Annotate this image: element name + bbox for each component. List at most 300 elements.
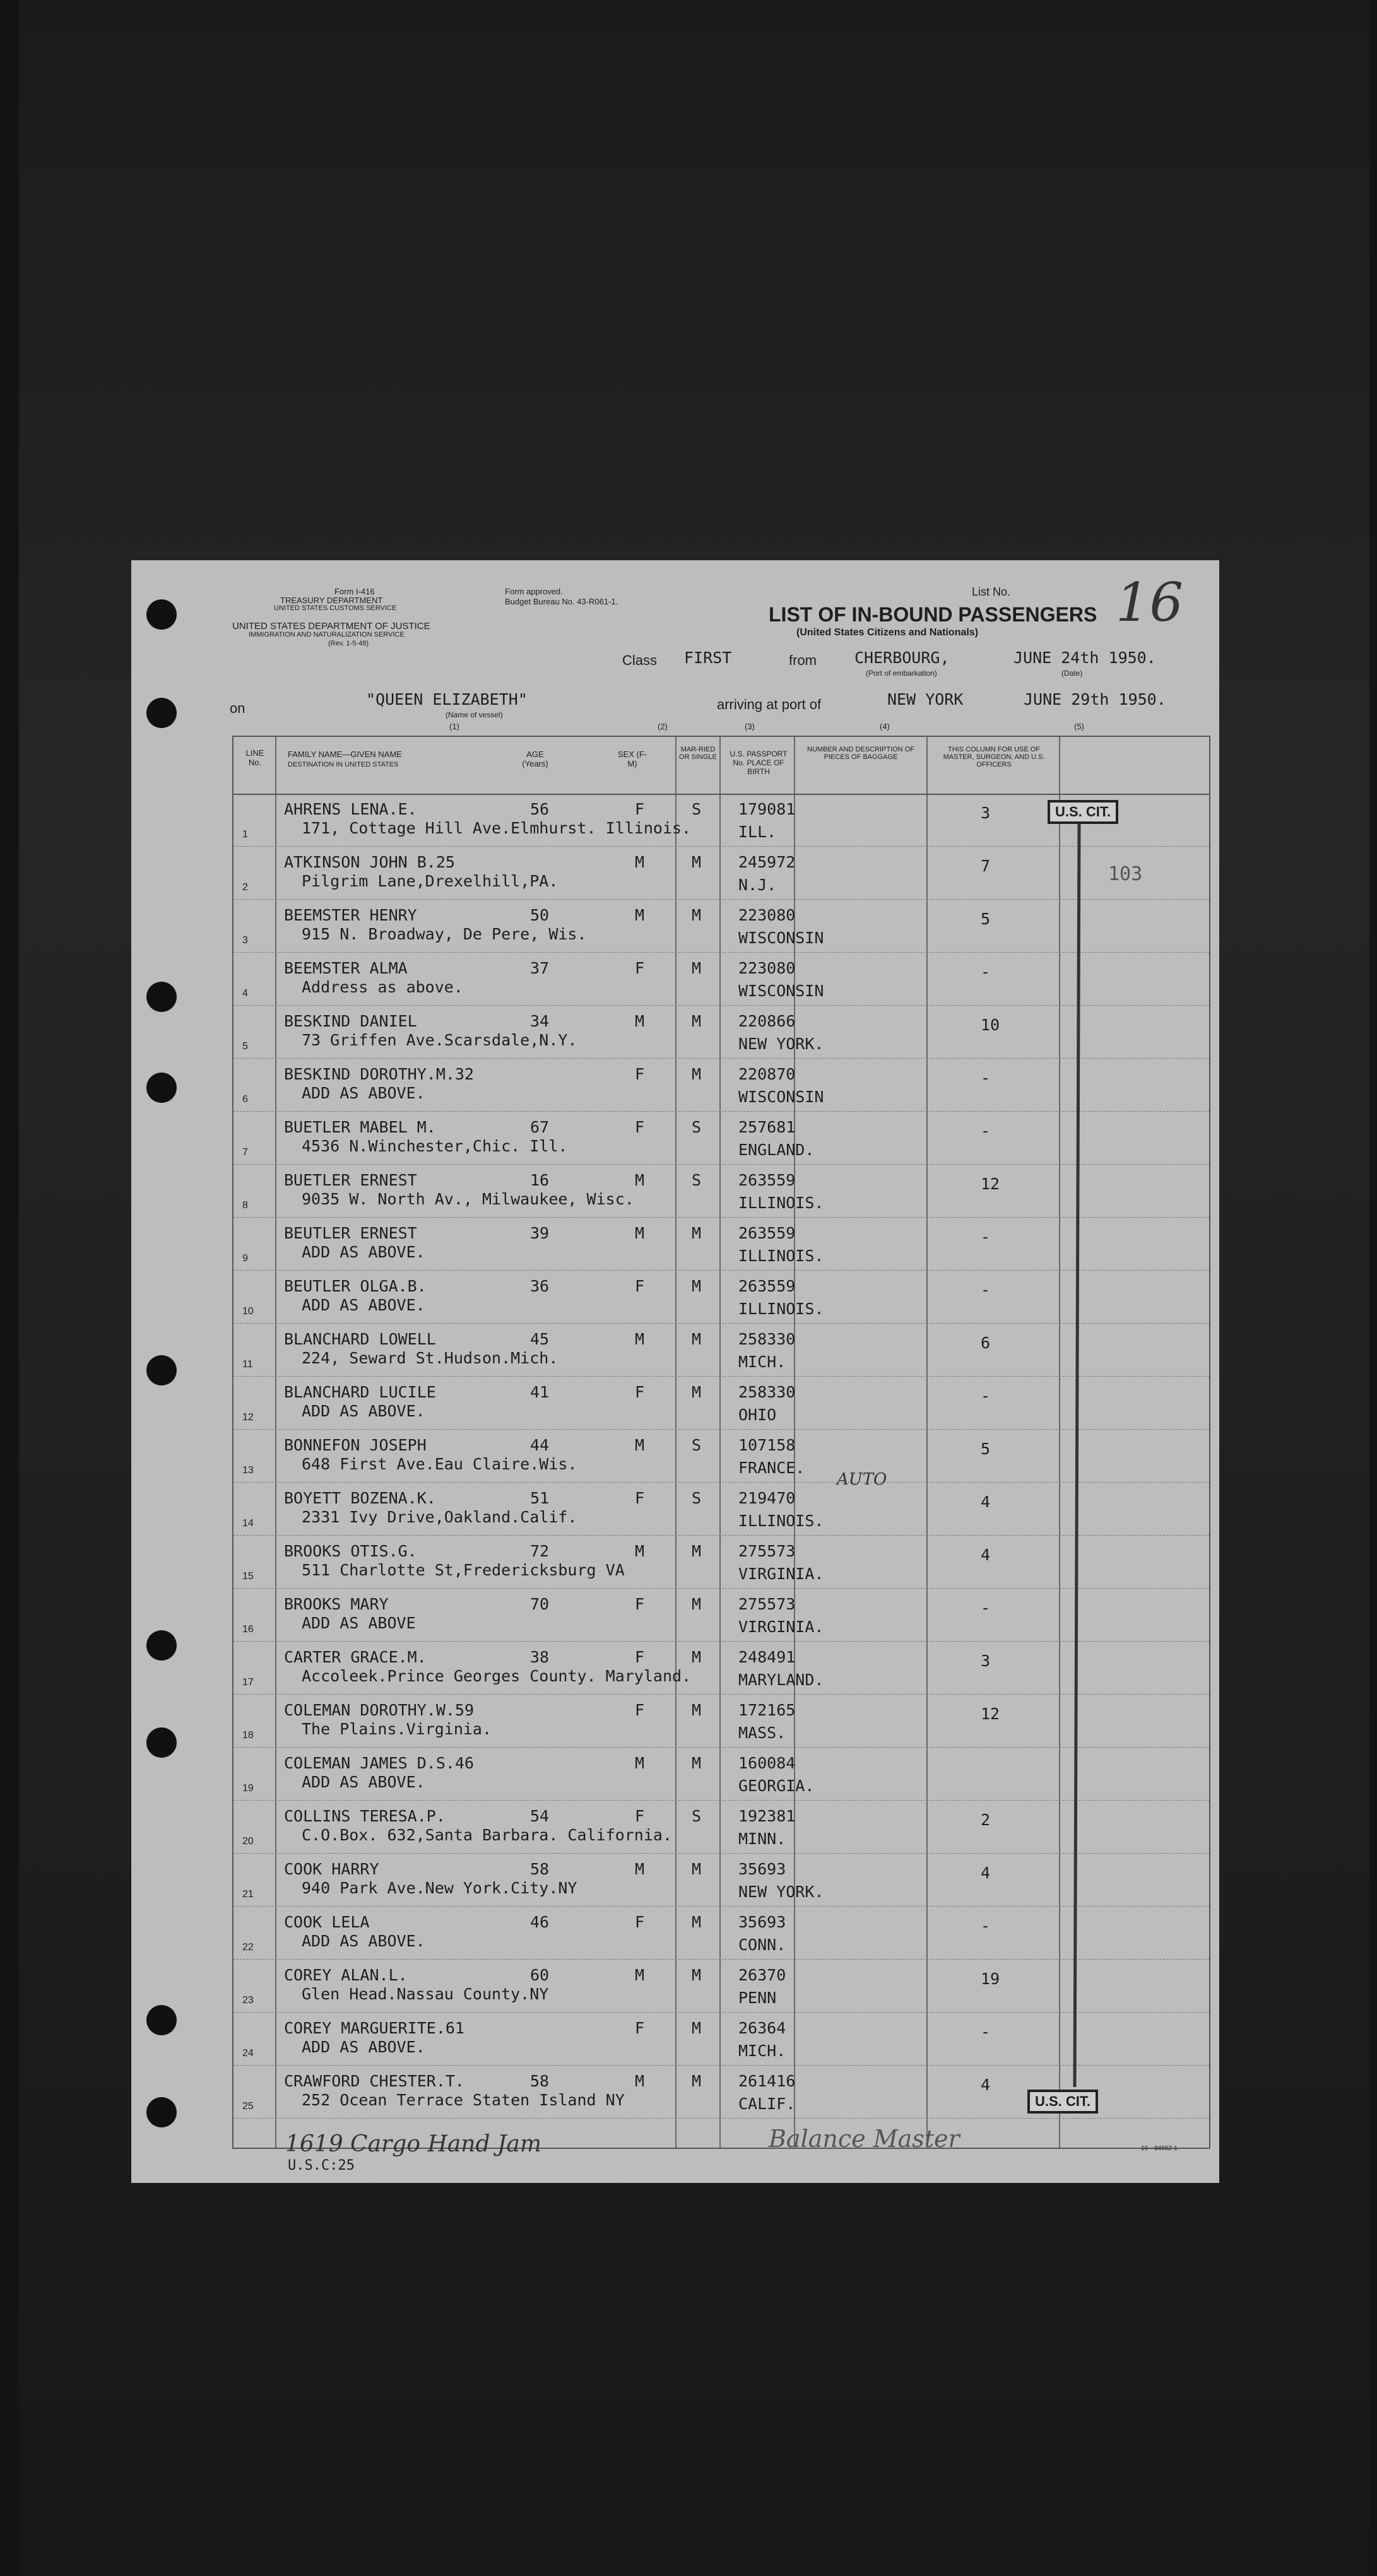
baggage-count: 3 [981,1652,991,1670]
table-row [233,1059,1209,1112]
passenger-name: BOYETT BOZENA.K. [284,1489,436,1507]
destination: 9035 W. North Av., Milwaukee, Wisc. [302,1190,634,1208]
table-row [233,1430,1209,1483]
marital-status: M [692,2072,702,2090]
col-num-4: (4) [880,722,890,731]
passenger-name: COREY MARGUERITE.61 [284,2019,464,2037]
passport-number: 275573 [738,1542,796,1560]
sex: F [635,1489,645,1507]
officer-count: 103 [1108,863,1143,885]
age: 37 [530,959,550,977]
line-number: 15 [242,1571,254,1582]
destination: 73 Griffen Ave.Scarsdale,N.Y. [302,1031,577,1049]
baggage-count: - [981,1917,991,1935]
line-number: 3 [242,935,248,946]
baggage-count: 12 [981,1175,1000,1193]
sex: F [635,1595,645,1613]
passenger-name: BEEMSTER ALMA [284,959,408,977]
passenger-name: BESKIND DANIEL [284,1012,417,1030]
age: 36 [530,1277,550,1295]
destination: 252 Ocean Terrace Staten Island NY [302,2091,625,2109]
marital-status: M [692,1754,702,1772]
marital-status: M [692,1701,702,1719]
passenger-name: COLEMAN JAMES D.S.46 [284,1754,475,1772]
col-num-5: (5) [1074,722,1084,731]
sex: F [635,1065,645,1083]
sex: F [635,800,645,818]
destination: ADD AS ABOVE. [302,1932,425,1950]
destination: Glen Head.Nassau County.NY [302,1985,549,2003]
passport-number: 107158 [738,1436,796,1454]
marital-status: M [692,1966,702,1984]
line-number: 11 [242,1359,253,1370]
table-row [233,1854,1209,1907]
age: 44 [530,1436,550,1454]
list-no-label: List No. [972,585,1011,598]
punch-hole [146,2097,177,2127]
port-embark-caption: (Port of embarkation) [866,669,937,678]
line-number: 12 [242,1412,254,1423]
list-number: 16 [1116,572,1183,633]
sex: M [635,2072,645,2090]
vessel-caption: (Name of vessel) [446,710,503,719]
passport-number: 219470 [738,1489,796,1507]
passport-number: 35693 [738,1860,786,1878]
table-row [233,847,1209,900]
punch-hole [146,698,177,728]
passenger-name: ATKINSON JOHN B.25 [284,853,455,871]
treasury-dept: TREASURY DEPARTMENT [280,596,383,605]
revision-date: (Rev. 1-5-48) [328,640,369,647]
age: 50 [530,906,550,924]
place-of-birth: ILLINOIS. [738,1247,824,1265]
sex: F [635,1913,645,1931]
sex: F [635,1648,645,1666]
baggage-count: - [981,963,991,981]
place-of-birth: MICH. [738,2042,786,2060]
line-number: 5 [242,1041,248,1052]
table-row [233,1589,1209,1642]
col-header-sex: SEX (F-M) [617,750,647,768]
sex: M [635,1966,645,1984]
line-number: 4 [242,988,248,999]
place-of-birth: MICH. [738,1353,786,1371]
sex: F [635,1701,645,1719]
age: 58 [530,2072,550,2090]
destination: 4536 N.Winchester,Chic. Ill. [302,1137,568,1155]
table-row [233,900,1209,953]
passport-number: 248491 [738,1648,796,1666]
sex: F [635,1383,645,1401]
embarkation-date: JUNE 24th 1950. [1014,649,1156,667]
sex: F [635,959,645,977]
col-num-3: (3) [745,722,755,731]
table-row [233,1324,1209,1377]
signature: Balance Master [769,2125,960,2153]
table-row [233,1642,1209,1695]
passenger-name: CRAWFORD CHESTER.T. [284,2072,464,2090]
baggage-count: 6 [981,1334,991,1352]
class-label: Class [622,652,658,668]
sex: M [635,1171,645,1189]
destination: ADD AS ABOVE. [302,1296,425,1314]
age: 38 [530,1648,550,1666]
place-of-birth: MARYLAND. [738,1671,824,1689]
passport-number: 35693 [738,1913,786,1931]
punch-hole [146,1727,177,1758]
col-header-age: AGE (Years) [522,750,548,768]
passport-number: 275573 [738,1595,796,1613]
punch-hole [146,1073,177,1103]
destination: ADD AS ABOVE. [302,1773,425,1791]
line-number: 18 [242,1730,254,1741]
destination: ADD AS ABOVE. [302,1084,425,1102]
sex: F [635,1277,645,1295]
passport-number: 263559 [738,1277,796,1295]
table-row [233,1536,1209,1589]
passenger-rows [233,794,1209,2148]
destination: Pilgrim Lane,Drexelhill,PA. [302,872,558,890]
passenger-table [232,736,1210,2149]
col-num-2: (2) [658,722,668,731]
line-number: 14 [242,1518,254,1529]
table-row [233,1165,1209,1218]
usc-total: U.S.C:25 [288,2158,355,2173]
table-row [233,1112,1209,1165]
marital-status: M [692,1012,702,1030]
line-number: 13 [242,1465,254,1476]
marital-status: M [692,853,702,871]
baggage-count: 3 [981,804,991,822]
table-row [233,1271,1209,1324]
customs-service: UNITED STATES CUSTOMS SERVICE [274,604,397,612]
destination: 915 N. Broadway, De Pere, Wis. [302,925,587,943]
col-header-name: FAMILY NAME—GIVEN NAME [288,750,402,759]
baggage-count: 4 [981,1864,991,1882]
sex: F [635,1118,645,1136]
place-of-birth: WISCONSIN [738,982,824,1000]
class-value: FIRST [684,649,732,667]
age: 51 [530,1489,550,1507]
form-approved: Form approved. [505,587,563,596]
handwritten-note: 1619 Cargo Hand Jam [285,2131,542,2157]
passenger-name: BEUTLER ERNEST [284,1224,417,1242]
table-row [233,1483,1209,1536]
place-of-birth: VIRGINIA. [738,1565,824,1583]
marital-status: S [692,1436,702,1454]
place-of-birth: NEW YORK. [738,1883,824,1901]
age: 60 [530,1966,550,1984]
port-of-embarkation: CHERBOURG, [854,649,950,667]
sex: M [635,1860,645,1878]
place-of-birth: OHIO [738,1406,777,1424]
destination: ADD AS ABOVE. [302,2038,425,2056]
passport-number: 261416 [738,2072,796,2090]
form-number: Form I-416 [334,587,375,596]
line-number: 1 [242,829,248,840]
passenger-name: BROOKS OTIS.G. [284,1542,417,1560]
destination: The Plains.Virginia. [302,1720,492,1738]
sex: F [635,1807,645,1825]
passenger-name: BROOKS MARY [284,1595,389,1613]
justice-dept: UNITED STATES DEPARTMENT OF JUSTICE [232,621,430,632]
passenger-name: BONNEFON JOSEPH [284,1436,427,1454]
line-number: 23 [242,1995,254,2006]
destination: ADD AS ABOVE. [302,1402,425,1420]
passport-number: 160084 [738,1754,796,1772]
marital-status: M [692,1224,702,1242]
baggage-count: 5 [981,910,991,928]
line-number: 24 [242,2048,254,2059]
destination: 2331 Ivy Drive,Oakland.Calif. [302,1508,577,1526]
age: 54 [530,1807,550,1825]
line-number: 10 [242,1306,254,1317]
passport-number: 26364 [738,2019,786,2037]
sex: M [635,1436,645,1454]
table-row [233,1748,1209,1801]
punch-hole [146,1630,177,1661]
baggage-count: 4 [981,2076,991,2094]
baggage-count: - [981,2023,991,2041]
marital-status: M [692,2019,702,2037]
passenger-name: COREY ALAN.L. [284,1966,408,1984]
marital-status: S [692,1807,702,1825]
line-number: 20 [242,1836,254,1847]
table-row [233,2013,1209,2066]
marital-status: S [692,800,702,818]
table-row [233,1907,1209,1960]
marital-status: M [692,959,702,977]
line-number: 21 [242,1889,254,1900]
document-title: LIST OF IN-BOUND PASSENGERS [769,603,1097,626]
age: 41 [530,1383,550,1401]
punch-hole [146,1355,177,1385]
col-header-line-no: LINE No. [245,748,264,767]
baggage-count: - [981,1122,991,1140]
place-of-birth: CALIF. [738,2095,796,2113]
destination: ADD AS ABOVE. [302,1243,425,1261]
baggage-count: 4 [981,1546,991,1564]
line-number: 9 [242,1253,248,1264]
line-number: 25 [242,2101,254,2112]
baggage-count: 19 [981,1970,1000,1988]
age: 70 [530,1595,550,1613]
punch-hole [146,2005,177,2035]
marital-status: M [692,1330,702,1348]
sex: M [635,1012,645,1030]
baggage-count: 4 [981,1493,991,1511]
col-num-1: (1) [449,722,459,731]
passenger-name: BEUTLER OLGA.B. [284,1277,427,1295]
col-header-passport: U.S. PASSPORT No. PLACE OF BIRTH [730,750,788,776]
destination: 224, Seward St.Hudson.Mich. [302,1349,558,1367]
table-row [233,1960,1209,2013]
passport-number: 192381 [738,1807,796,1825]
baggage-count: 5 [981,1440,991,1458]
document-subtitle: (United States Citizens and Nationals) [796,627,979,638]
passport-number: 257681 [738,1118,796,1136]
line-number: 6 [242,1094,248,1105]
passport-number: 223080 [738,959,796,977]
age: 58 [530,1860,550,1878]
age: 72 [530,1542,550,1560]
budget-bureau: Budget Bureau No. 43-R061-1. [505,597,618,606]
passenger-name: CARTER GRACE.M. [284,1648,427,1666]
place-of-birth: CONN. [738,1936,786,1954]
passenger-name: AHRENS LENA.E. [284,800,417,818]
passenger-name: BUETLER MABEL M. [284,1118,436,1136]
age: 45 [530,1330,550,1348]
destination: C.O.Box. 632,Santa Barbara. California. [302,1826,672,1844]
passenger-name: BESKIND DOROTHY.M.32 [284,1065,475,1083]
arriving-label: arriving at port of [717,697,822,712]
sex: M [635,1224,645,1242]
marital-status: M [692,1913,702,1931]
line-number: 7 [242,1147,248,1158]
age: 16 [530,1171,550,1189]
col-header-baggage: NUMBER AND DESCRIPTION OF PIECES OF BAGGAGE [807,746,914,761]
place-of-birth: ILLINOIS. [738,1512,824,1530]
baggage-count: 12 [981,1705,1000,1723]
line-number: 16 [242,1624,254,1635]
age: 39 [530,1224,550,1242]
passport-number: 220866 [738,1012,796,1030]
passport-number: 263559 [738,1171,796,1189]
arrival-date: JUNE 29th 1950. [1024,690,1166,709]
passport-number: 172165 [738,1701,796,1719]
place-of-birth: WISCONSIN [738,1088,824,1106]
sex: M [635,1754,645,1772]
place-of-birth: ILL. [738,823,777,841]
passport-number: 258330 [738,1330,796,1348]
passport-number: 220870 [738,1065,796,1083]
passenger-name: BEEMSTER HENRY [284,906,417,924]
handwritten-auto: AUTO [837,1470,887,1489]
passport-number: 223080 [738,906,796,924]
marital-status: M [692,1277,702,1295]
baggage-count: 2 [981,1811,991,1829]
col-header-married: MAR-RIED OR SINGLE [679,746,717,761]
passport-number: 179081 [738,800,796,818]
place-of-birth: GEORGIA. [738,1777,815,1795]
marital-status: S [692,1489,702,1507]
marital-status: M [692,1542,702,1560]
age: 56 [530,800,550,818]
passenger-name: BLANCHARD LOWELL [284,1330,436,1348]
footer-code: 16—84652-1 [1141,2145,1178,2152]
line-number: 22 [242,1942,254,1953]
marital-status: M [692,906,702,924]
passport-number: 245972 [738,853,796,871]
table-row [233,1006,1209,1059]
passport-number: 26370 [738,1966,786,1984]
baggage-count: 7 [981,857,991,875]
sex: F [635,2019,645,2037]
us-citizen-stamp: U.S. CIT. [1048,800,1118,824]
from-label: from [789,652,817,668]
age: 46 [530,1913,550,1931]
baggage-count: 10 [981,1016,1000,1034]
destination: 511 Charlotte St,Fredericksburg VA [302,1561,625,1579]
table-row [233,1801,1209,1854]
marital-status: M [692,1648,702,1666]
immigration-service: IMMIGRATION AND NATURALIZATION SERVICE [249,631,405,638]
sex: M [635,853,645,871]
line-number: 17 [242,1677,254,1688]
punch-hole [146,982,177,1012]
destination: Accoleek.Prince Georges County. Maryland. [302,1667,692,1685]
baggage-count: - [981,1599,991,1617]
destination: 648 First Ave.Eau Claire.Wis. [302,1455,577,1473]
passenger-name: BLANCHARD LUCILE [284,1383,436,1401]
marital-status: M [692,1595,702,1613]
age: 67 [530,1118,550,1136]
destination: ADD AS ABOVE [302,1614,416,1632]
col-header-destination: DESTINATION IN UNITED STATES [288,761,399,768]
baggage-count: - [981,1387,991,1405]
marital-status: S [692,1171,702,1189]
place-of-birth: WISCONSIN [738,929,824,947]
passenger-name: COLEMAN DOROTHY.W.59 [284,1701,475,1719]
marital-status: M [692,1065,702,1083]
place-of-birth: MINN. [738,1830,786,1848]
place-of-birth: VIRGINIA. [738,1618,824,1636]
line-number: 19 [242,1783,254,1794]
place-of-birth: ILLINOIS. [738,1300,824,1318]
table-row [233,1377,1209,1430]
date-caption: (Date) [1061,669,1083,678]
marital-status: M [692,1383,702,1401]
passport-number: 258330 [738,1383,796,1401]
destination: 940 Park Ave.New York.City.NY [302,1879,577,1897]
age: 34 [530,1012,550,1030]
line-number: 2 [242,882,248,893]
place-of-birth: ENGLAND. [738,1141,815,1159]
passenger-name: COLLINS TERESA.P. [284,1807,446,1825]
baggage-count: - [981,1069,991,1087]
table-row [233,1695,1209,1748]
destination: Address as above. [302,978,463,996]
vessel-name: "QUEEN ELIZABETH" [366,690,528,709]
sex: M [635,1542,645,1560]
place-of-birth: ILLINOIS. [738,1194,824,1212]
manifest-sheet [131,560,1219,2183]
marital-status: M [692,1860,702,1878]
baggage-count: - [981,1228,991,1246]
sex: M [635,1330,645,1348]
passport-number: 263559 [738,1224,796,1242]
punch-hole [146,599,177,630]
col-header-officers: THIS COLUMN FOR USE OF MASTER, SURGEON, AND U.S. OFFICERS [943,746,1045,768]
marital-status: S [692,1118,702,1136]
passenger-name: COOK LELA [284,1913,370,1931]
place-of-birth: N.J. [738,876,777,894]
line-number: 8 [242,1200,248,1211]
destination: 171, Cottage Hill Ave.Elmhurst. Illinois. [302,819,692,837]
table-row [233,1218,1209,1271]
sex: M [635,906,645,924]
place-of-birth: MASS. [738,1724,786,1742]
passenger-name: BUETLER ERNEST [284,1171,417,1189]
on-label: on [230,700,245,716]
passenger-name: COOK HARRY [284,1860,379,1878]
place-of-birth: PENN [738,1989,777,2007]
place-of-birth: FRANCE. [738,1459,805,1477]
table-row [233,953,1209,1006]
place-of-birth: NEW YORK. [738,1035,824,1053]
arrival-port: NEW YORK [887,690,964,709]
baggage-count: - [981,1281,991,1299]
